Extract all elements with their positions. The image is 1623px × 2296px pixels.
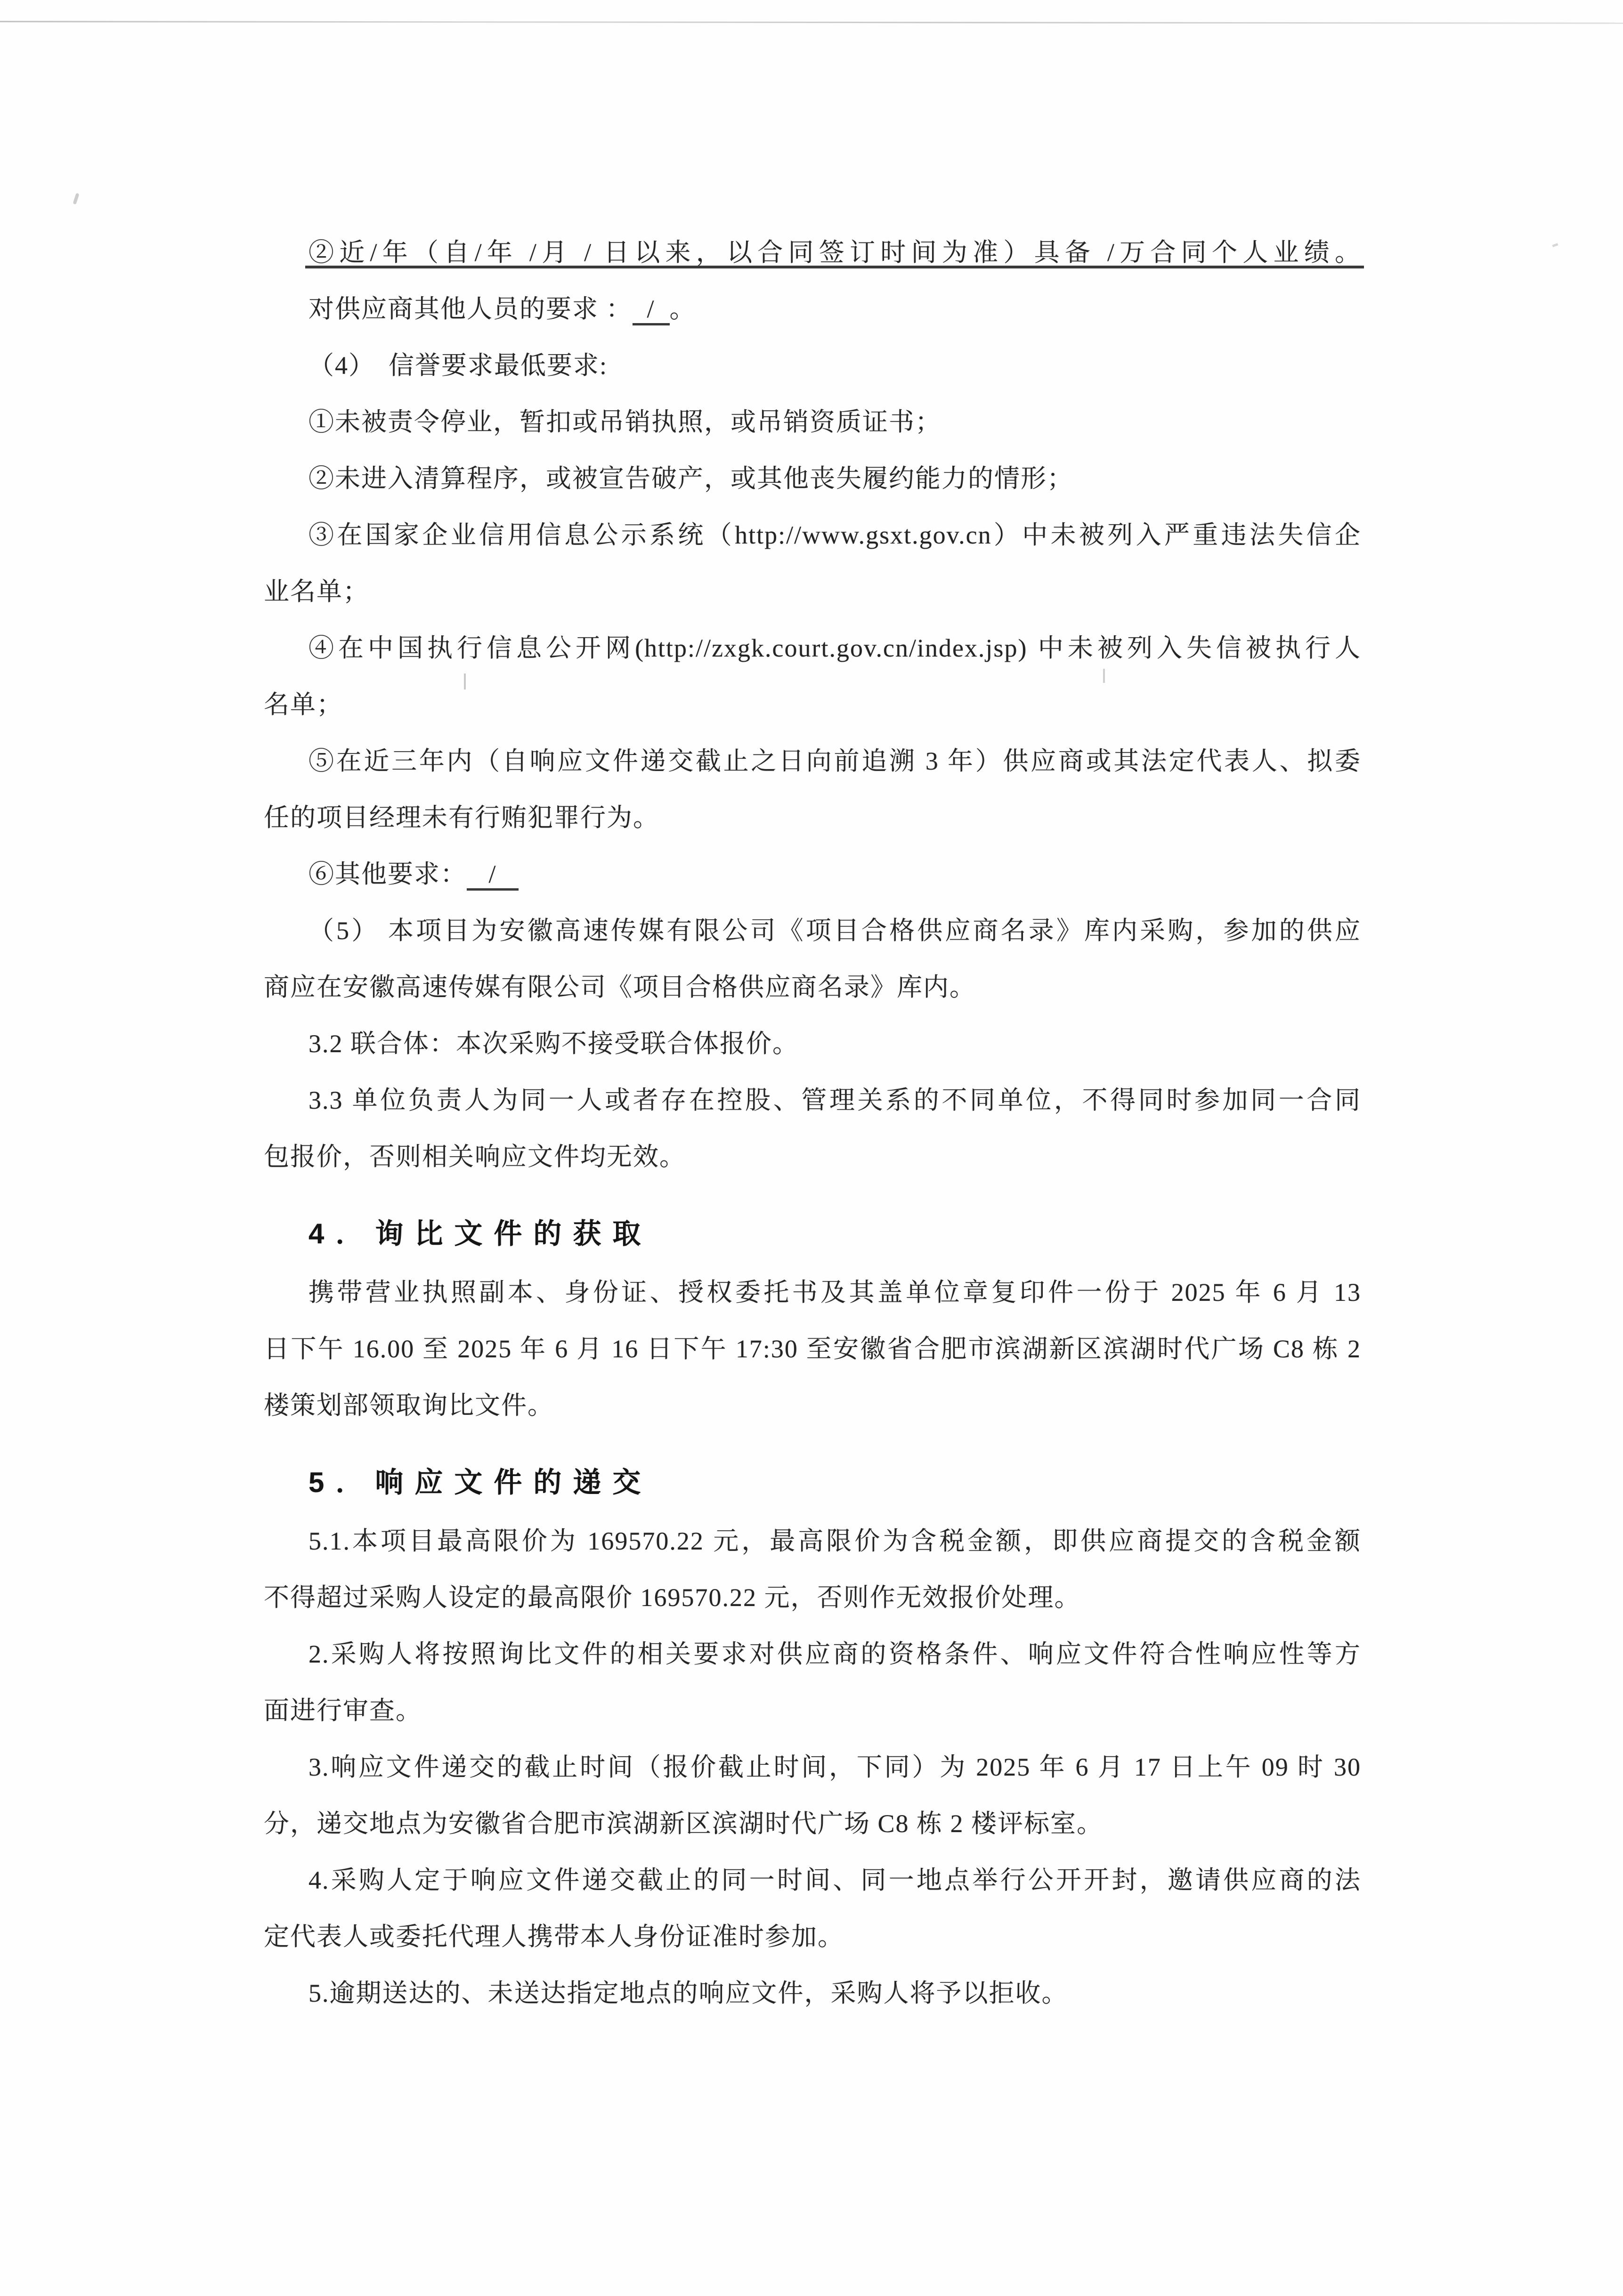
clause-reputation-item-4: ④在中国执行信息公开网(http://zxgk.court.gov.cn/index.jsp) 中未被列入失信被执行人 — [308, 634, 1361, 662]
clause-reputation-item-3-continued: 业名单； — [264, 577, 369, 606]
clause-text: 。 — [669, 295, 696, 323]
clause-5-5-rejection: 5.逾期送达的、未送达指定地点的响应文件，采购人将予以拒收。 — [308, 1979, 1068, 2007]
blank-fill-field: / — [467, 860, 519, 891]
clause-text: ⑥其他要求： — [308, 860, 467, 888]
clause-reputation-item-2: ②未进入清算程序，或被宣告破产，或其他丧失履约能力的情形； — [308, 464, 1073, 493]
clause-supplier-catalog-continued: 商应在安徽高速传媒有限公司《项目合格供应商名录》库内。 — [264, 973, 976, 1001]
scan-speck — [73, 193, 79, 205]
scan-artifact-line — [0, 21, 1623, 24]
document-body — [264, 224, 1361, 2021]
clause-3-3-continued: 包报价，否则相关响应文件均无效。 — [264, 1143, 686, 1171]
clause-5-4-opening: 4.采购人定于响应文件递交截止的同一时间、同一地点举行公开开封，邀请供应商的法 — [308, 1866, 1361, 1894]
clause-5-1-continued: 不得超过采购人设定的最高限价 169570.22 元，否则作无效报价处理。 — [264, 1583, 1081, 1612]
clause-reputation-item-5: ⑤在近三年内（自响应文件递交截止之日向前追溯 3 年）供应商或其法定代表人、拟委 — [308, 747, 1361, 775]
blank-fill-field: / — [633, 295, 670, 325]
clause-acquisition-details: 携带营业执照副本、身份证、授权委托书及其盖单位章复印件一份于 2025 年 6 月 13 — [308, 1278, 1361, 1306]
heading-section-4-document-acquisition: 4．询比文件的获取 — [308, 1218, 652, 1249]
clause-other-requirements — [264, 846, 1361, 902]
clause-5-4-continued: 定代表人或委托代理人携带本人身份证准时参加。 — [264, 1923, 844, 1951]
clause-5-3-deadline: 3.响应文件递交的截止时间（报价截止时间，下同）为 2025 年 6 月 17 日上午 09 时 30 — [308, 1753, 1361, 1781]
clause-5-3-continued: 分，递交地点为安徽省合肥市滨湖新区滨湖时代广场 C8 栋 2 楼评标室。 — [264, 1809, 1104, 1838]
heading-section-5-response-submission: 5．响应文件的递交 — [308, 1467, 652, 1498]
clause-reputation-item-4-continued: 名单； — [264, 690, 343, 719]
clause-supplier-catalog: （5） 本项目为安徽高速传媒有限公司《项目合格供应商名录》库内采购，参加的供应 — [308, 917, 1361, 945]
clause-text: 对供应商其他人员的要求 ： — [308, 295, 633, 323]
clause-personal-performance-underlined: ②近/年（自/年 /月 / 日以来，以合同签订时间为准）具备 /万合同个人业绩。 — [264, 224, 1361, 281]
clause-5-2-continued: 面进行审查。 — [264, 1696, 422, 1725]
clause-5-1-price-ceiling: 5.1.本项目最高限价为 169570.22 元，最高限价为含税金额，即供应商提交的含税金额 — [308, 1527, 1361, 1555]
clause-acquisition-details-continued: 日下午 16.00 至 2025 年 6 月 16 日下午 17:30 至安徽省合肥市滨湖新区滨湖时代广场 C8 栋 2 — [264, 1335, 1361, 1363]
clause-3-2-consortium: 3.2 联合体：本次采购不接受联合体报价。 — [308, 1030, 799, 1058]
clause-reputation-requirement-title: （4） 信誉要求最低要求: — [308, 351, 608, 380]
clause-5-2-review: 2.采购人将按照询比文件的相关要求对供应商的资格条件、响应文件符合性响应性等方 — [308, 1640, 1361, 1668]
clause-acquisition-details-end: 楼策划部领取询比文件。 — [264, 1391, 554, 1420]
clause-reputation-item-3: ③在国家企业信用信息公示系统（http://www.gsxt.gov.cn）中未被列入严重违法失信企 — [308, 521, 1361, 549]
clause-reputation-item-5-continued: 任的项目经理未有行贿犯罪行为。 — [264, 803, 659, 832]
clause-3-3-same-principal: 3.3 单位负责人为同一人或者存在控股、管理关系的不同单位，不得同时参加同一合同 — [308, 1086, 1361, 1114]
scan-speck — [1552, 243, 1558, 247]
clause-other-personnel-requirement — [264, 281, 1361, 337]
clause-reputation-item-1: ①未被责令停业，暂扣或吊销执照，或吊销资质证书； — [308, 408, 941, 436]
